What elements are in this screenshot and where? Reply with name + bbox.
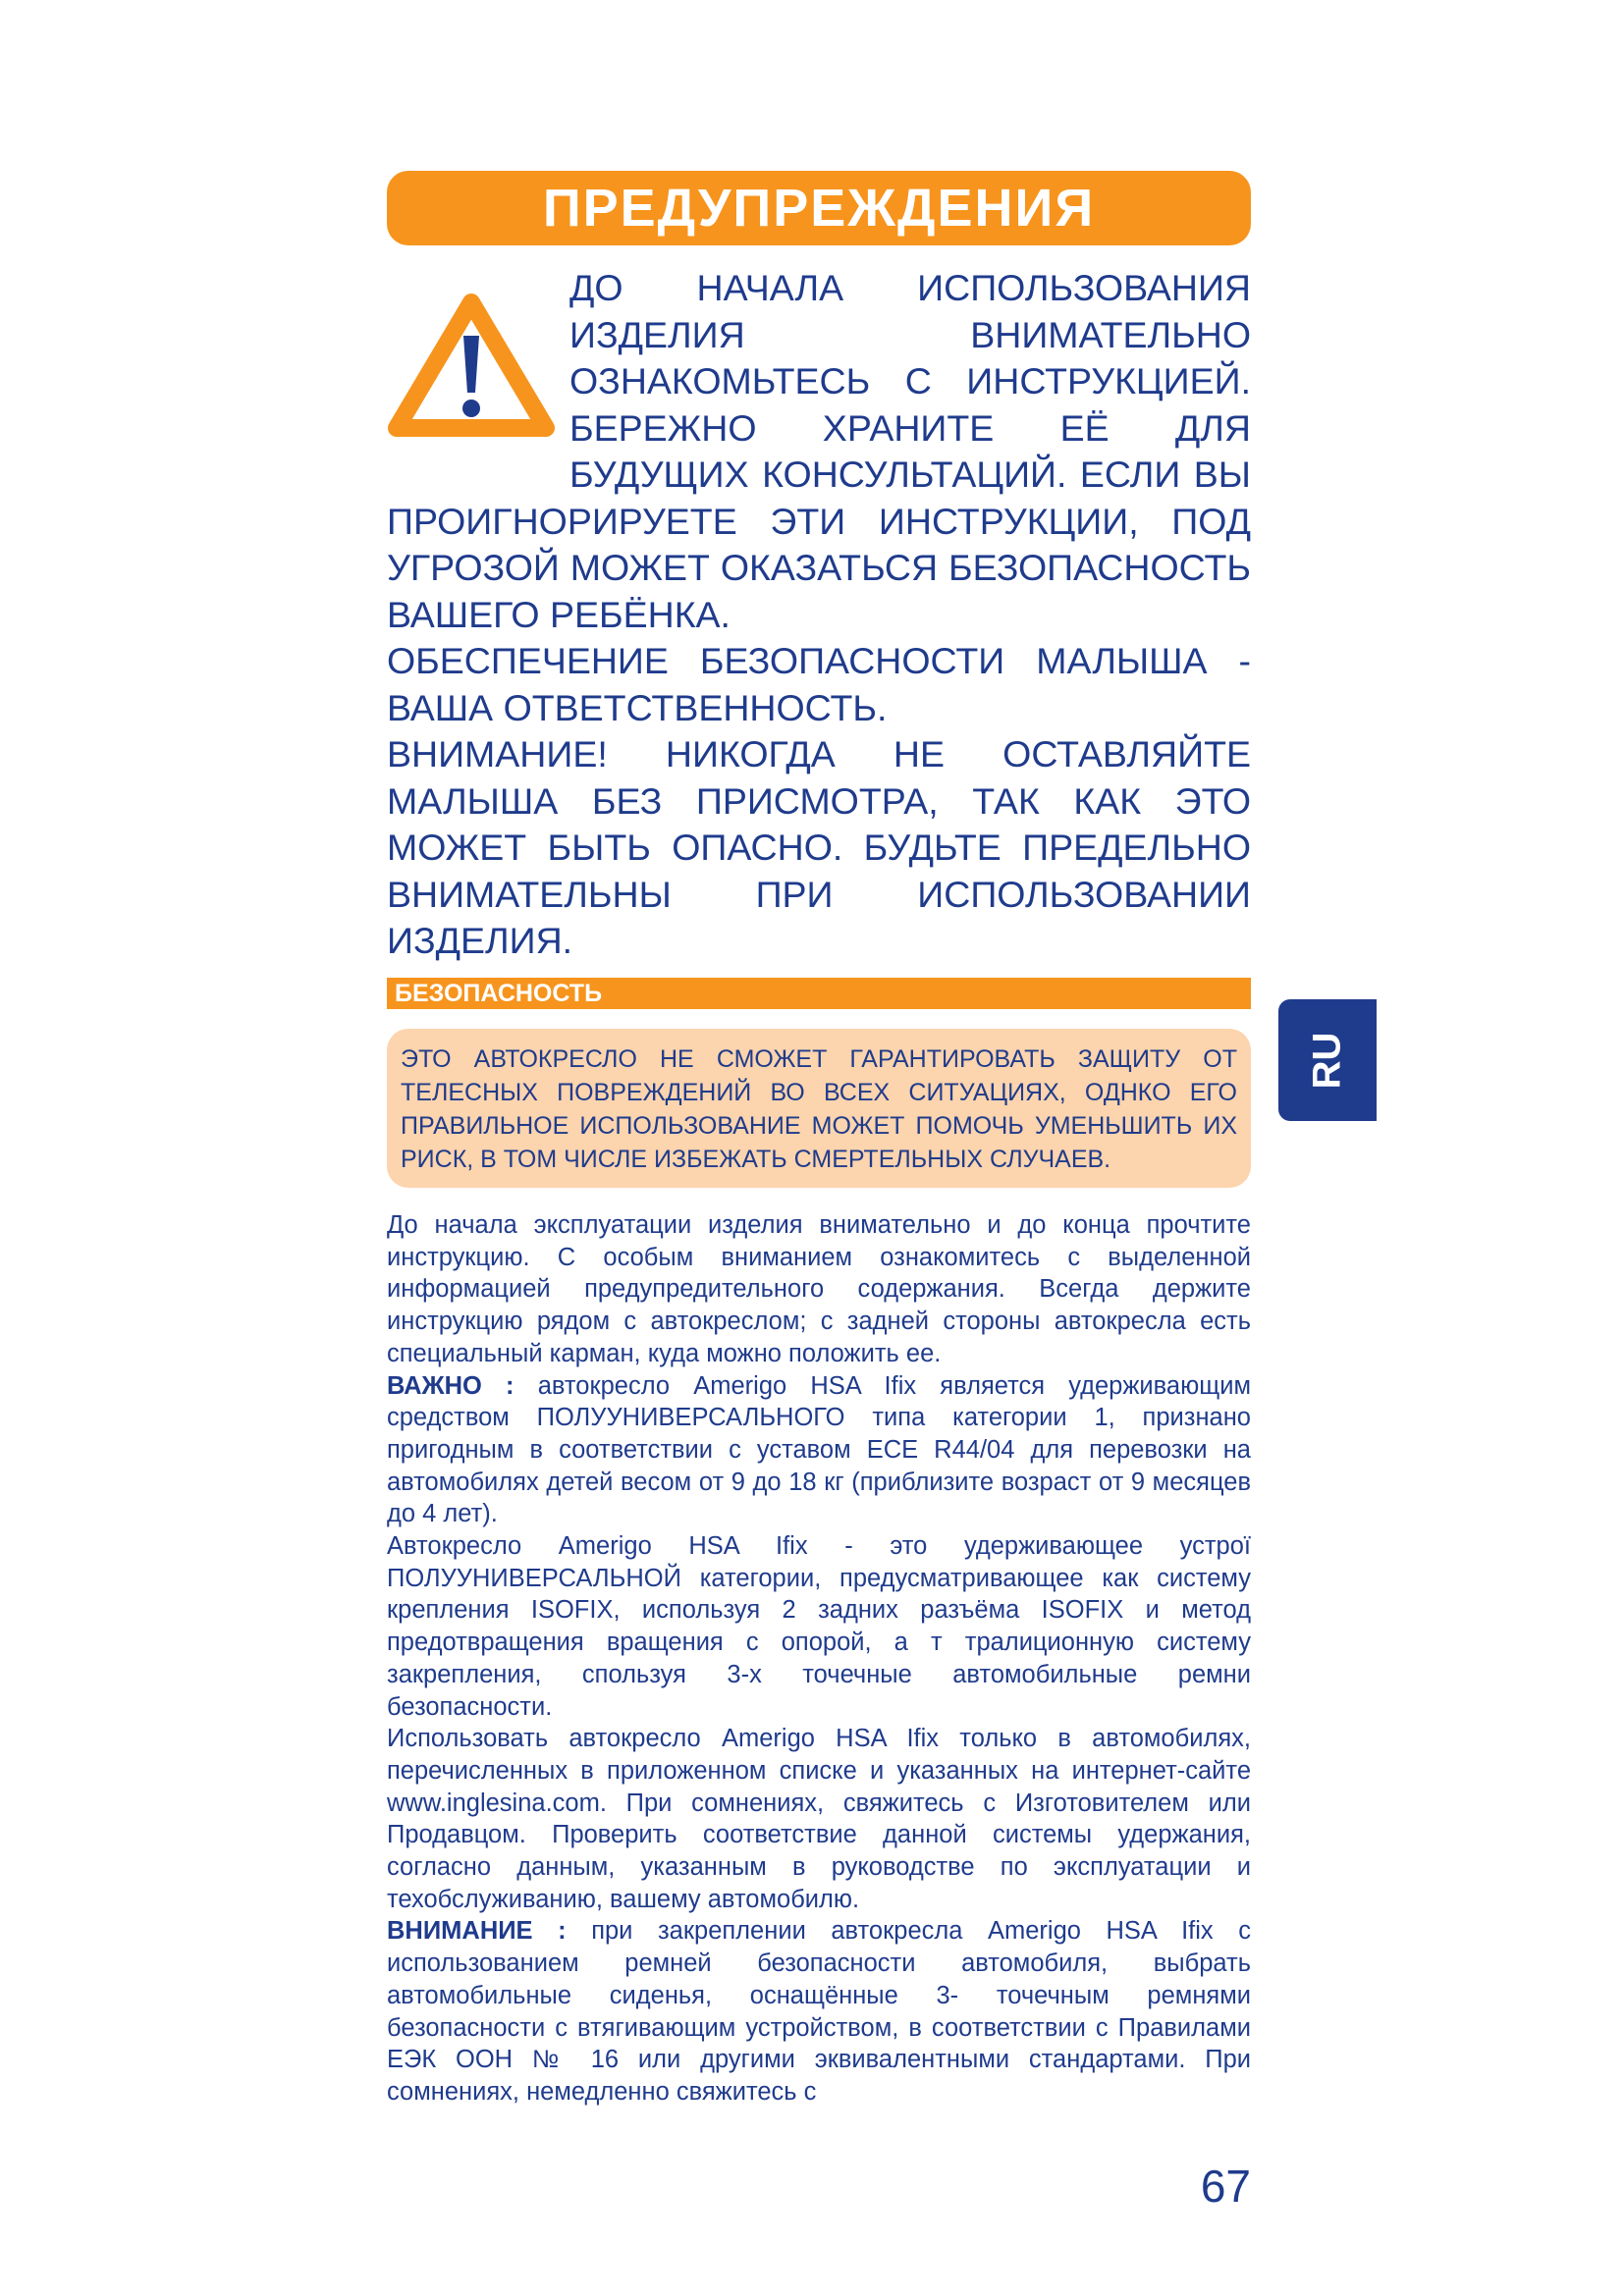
usage-paragraph: Использовать автокресло Amerigo HSA Ifix только в автомобилях, перечисленных в приложенном списке и указанных на интернет-сайте www.inglesina.com. При сомнениях, свяжитесь с Изготовителем или Продавцом. Проверить соответствие данной системы удержания, согласно данным, указанным в руководстве по эксплуатации и техобслуживанию, вашему автомобилю. — [387, 1725, 1251, 1913]
intro-paragraph: До начала эксплуатации изделия внимательно и до конца прочтите инструкцию. С особым вниманием ознакомитесь с выделенной информацией предупредительного содержания. Всегда держите инструкцию рядом с автокреслом; с задней стороны автокресла есть специальный карман, куда можно положить ее. — [387, 1211, 1251, 1367]
isofix-paragraph: Автокресло Amerigo HSA Ifix - это удерживающее устрої ПОЛУУНИВЕРСАЛЬНОЙ категории, предусматривающее как систему крепления ISOFIX, используя 2 задних разъёмa ISOFIX и метод предотвращения вращения с опорой, а т тралиционную систему закрепления, спользуя 3-х точечные автомобильные ремни безопасности. — [387, 1532, 1251, 1721]
section-heading-bar — [387, 978, 1251, 1009]
body-text — [387, 1209, 1251, 2109]
important-paragraph — [387, 1370, 1251, 1531]
page-title: ПРЕДУПРЕЖДЕНИЯ — [542, 179, 1096, 238]
attention-text: при закреплении автокресла Amerigo HSA Ifix с использованием ремней безопасности автомобиля, выбрать автомобильные сиденья, оснащённые 3- точечным ремнями безопасности с втягивающим устройством, в соответствии с Правилами ЕЭК ООН № 16 или другими эквивалентными стандартами. При сомнениях, немедленно свяжитесь с — [387, 1917, 1251, 2106]
warning-text — [387, 265, 1251, 965]
language-tab-label: RU — [1305, 1032, 1349, 1089]
title-banner — [387, 171, 1251, 245]
safety-notice-text: ЭТО АВТОКРЕСЛО НЕ СМОЖЕТ ГАРАНТИРОВАТЬ ЗАЩИТУ ОТ ТЕЛЕСНЫХ ПОВРЕЖДЕНИЙ ВО ВСЕХ СИТУАЦИЯХ, ОДНКО ЕГО ПРАВИЛЬНОЕ ИСПОЛЬЗОВАНИЕ МОЖЕТ ПОМОЧЬ УМЕНЬШИТЬ ИХ РИСК, В ТОМ ЧИСЛЕ ИЗБЕЖАТЬ СМЕРТЕЛЬНЫХ СЛУЧАЕВ. — [401, 1045, 1237, 1173]
attention-label: ВНИМАНИЕ : — [387, 1917, 567, 1946]
warning-paragraph: ОБЕСПЕЧЕНИЕ БЕЗОПАСНОСТИ МАЛЫША - ВАША ОТВЕТСТВЕННОСТЬ. — [387, 640, 1251, 728]
warning-paragraph: ВНИМАНИЕ! НИКОГДА НЕ ОСТАВЛЯЙТЕ МАЛЫША БЕЗ ПРИСМОТРА, ТАК КАК ЭТО МОЖЕТ БЫТЬ ОПАСНО. БУДЬТЕ ПРЕДЕЛЬНО ВНИМАТЕЛЬНЫ ПРИ ИСПОЛЬЗОВАНИИ ИЗДЕЛИЯ. — [387, 733, 1251, 961]
attention-paragraph — [387, 1915, 1251, 2108]
safety-notice-box — [387, 1029, 1251, 1188]
page-number: 67 — [1200, 2161, 1251, 2212]
language-tab — [1278, 999, 1377, 1121]
warning-paragraph: ДО НАЧАЛА ИСПОЛЬЗОВАНИЯ ИЗДЕЛИЯ ВНИМАТЕЛЬНО ОЗНАКОМЬТЕСЬ С ИНСТРУКЦИЕЙ. БЕРЕЖНО ХРАНИТЕ ЕЁ ДЛЯ БУДУЩИХ КОНСУЛЬТАЦИЙ. ЕСЛИ ВЫ ПРОИГНОРИРУЕТЕ ЭТИ ИНСТРУКЦИИ, ПОД УГРОЗОЙ МОЖЕТ ОКАЗАТЬСЯ БЕЗОПАСНОСТЬ ВАШЕГО РЕБЁНКА. — [387, 267, 1251, 635]
important-text: автокресло Amerigo HSA Ifix является удерживающим средством ПОЛУУНИВЕРСАЛЬНОГО типа категории 1, признано пригодным в соответствии с уставом ECE R44/04 для перевозки на автомобилях детей весом от 9 до 18 кг (приблизите возраст от 9 месяцев до 4 лет). — [387, 1371, 1251, 1528]
important-label: ВАЖНО : — [387, 1371, 514, 1400]
section-heading: БЕЗОПАСНОСТЬ — [395, 979, 603, 1007]
